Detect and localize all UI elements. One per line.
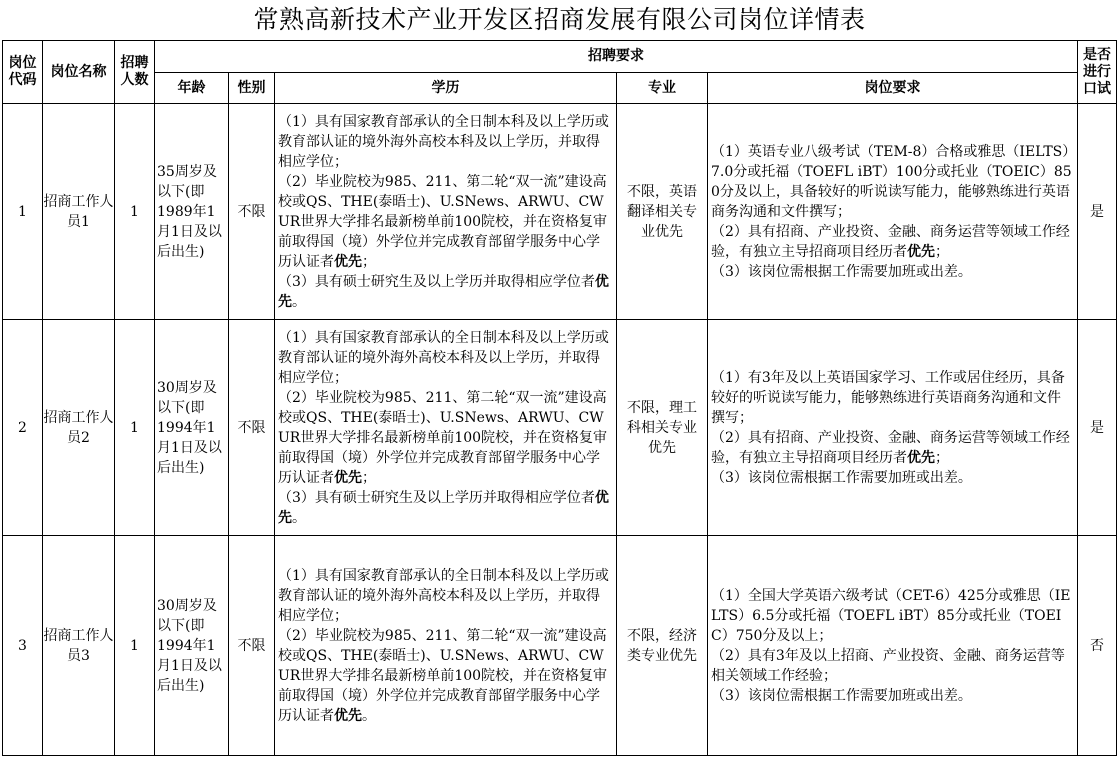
job-table [2, 40, 1117, 756]
duty-line: （1）全国大学英语六级考试（CET-6）425分或雅思（IELTS）6.5分或托福（TOEFL iBT）85分或托业（TOEIC）750分及以上； [711, 587, 1071, 644]
priority-tag: 优先 [278, 273, 609, 310]
job-gender: 不限 [229, 104, 275, 320]
job-oral-test: 是 [1078, 320, 1117, 536]
job-education [275, 104, 617, 320]
job-code: 1 [3, 104, 43, 320]
job-major: 不限，英语翻译相关专业优先 [617, 104, 708, 320]
header-major: 专业 [617, 73, 708, 104]
table-row [3, 536, 1117, 756]
education-line: （2）毕业院校为985、211、第二轮“双一流”建设高校或QS、THE(泰晤士)、U.SNews、ARWU、CWUR世界大学排名最新榜单前100院校，并在资格复审前取得国（境）外学位并完成教育部留学服务中心学历认证者优先； [278, 389, 608, 486]
header-education: 学历 [275, 73, 617, 104]
education-line: （1）具有国家教育部承认的全日制本科及以上学历或教育部认证的境外海外高校本科及以上学历，并取得相应学位； [278, 329, 609, 386]
job-oral-test: 是 [1078, 104, 1117, 320]
priority-tag: 优先 [334, 469, 362, 486]
job-count: 1 [115, 536, 155, 756]
job-code: 3 [3, 536, 43, 756]
duty-line: （3）该岗位需根据工作需要加班或出差。 [711, 687, 972, 704]
education-line: （2）毕业院校为985、211、第二轮“双一流”建设高校或QS、THE(泰晤士)、U.SNews、ARWU、CWUR世界大学排名最新榜单前100院校，并在资格复审前取得国（境）外学位并完成教育部留学服务中心学历认证者优先。 [278, 627, 608, 724]
header-requirements: 招聘要求 [155, 41, 1078, 73]
job-major: 不限，理工科相关专业优先 [617, 320, 708, 536]
education-line: （2）毕业院校为985、211、第二轮“双一流”建设高校或QS、THE(泰晤士)、U.SNews、ARWU、CWUR世界大学排名最新榜单前100院校，并在资格复审前取得国（境）外学位并完成教育部留学服务中心学历认证者优先； [278, 173, 608, 270]
job-age: 35周岁及以下(即1989年1月1日及以后出生) [155, 104, 229, 320]
table-row [3, 104, 1117, 320]
education-line: （3）具有硕士研究生及以上学历并取得相应学位者优先。 [278, 489, 609, 526]
job-age: 30周岁及以下(即1994年1月1日及以后出生) [155, 536, 229, 756]
job-major: 不限，经济类专业优先 [617, 536, 708, 756]
job-gender: 不限 [229, 536, 275, 756]
priority-tag: 优先 [907, 449, 935, 466]
duty-line: （3）该岗位需根据工作需要加班或出差。 [711, 263, 972, 280]
job-education [275, 536, 617, 756]
duty-line: （1）英语专业八级考试（TEM-8）合格或雅思（IELTS）7.0分或托福（TOEFL iBT）100分或托业（TOEIC）850分及以上，具备较好的听说读写能力，能够熟练进行英语商务沟通和文件撰写； [711, 143, 1072, 220]
header-code: 岗位代码 [3, 41, 43, 104]
header-count: 招聘人数 [115, 41, 155, 104]
job-code: 2 [3, 320, 43, 536]
header-age: 年龄 [155, 73, 229, 104]
job-duties [708, 104, 1078, 320]
page-title: 常熟高新技术产业开发区招商发展有限公司岗位详情表 [253, 5, 866, 34]
job-count: 1 [115, 320, 155, 536]
job-duties [708, 536, 1078, 756]
education-line: （1）具有国家教育部承认的全日制本科及以上学历或教育部认证的境外海外高校本科及以上学历，并取得相应学位； [278, 113, 609, 170]
header-name: 岗位名称 [43, 41, 115, 104]
priority-tag: 优先 [907, 243, 935, 260]
priority-tag: 优先 [334, 707, 362, 724]
job-gender: 不限 [229, 320, 275, 536]
duty-line: （2）具有招商、产业投资、金融、商务运营等领域工作经验，有独立主导招商项目经历者优先； [711, 223, 1070, 260]
header-gender: 性别 [229, 73, 275, 104]
duty-line: （1）有3年及以上英语国家学习、工作或居住经历，具备较好的听说读写能力，能够熟练进行英语商务沟通和文件撰写； [711, 369, 1065, 426]
priority-tag: 优先 [334, 253, 362, 270]
table-row [3, 320, 1117, 536]
header-duties: 岗位要求 [708, 73, 1078, 104]
job-duties [708, 320, 1078, 536]
job-count: 1 [115, 104, 155, 320]
job-name: 招商工作人员2 [43, 320, 115, 536]
education-line: （3）具有硕士研究生及以上学历并取得相应学位者优先。 [278, 273, 609, 310]
education-line: （1）具有国家教育部承认的全日制本科及以上学历或教育部认证的境外海外高校本科及以上学历，并取得相应学位； [278, 567, 609, 624]
duty-line: （2）具有3年及以上招商、产业投资、金融、商务运营等相关领域工作经验； [711, 647, 1065, 684]
duty-line: （2）具有招商、产业投资、金融、商务运营等领域工作经验，有独立主导招商项目经历者优先； [711, 429, 1070, 466]
job-age: 30周岁及以下(即1994年1月1日及以后出生) [155, 320, 229, 536]
duty-line: （3）该岗位需根据工作需要加班或出差。 [711, 469, 972, 486]
job-oral-test: 否 [1078, 536, 1117, 756]
priority-tag: 优先 [278, 489, 609, 526]
header-oral-test: 是否进行口试 [1078, 41, 1117, 104]
job-name: 招商工作人员3 [43, 536, 115, 756]
job-education [275, 320, 617, 536]
job-name: 招商工作人员1 [43, 104, 115, 320]
